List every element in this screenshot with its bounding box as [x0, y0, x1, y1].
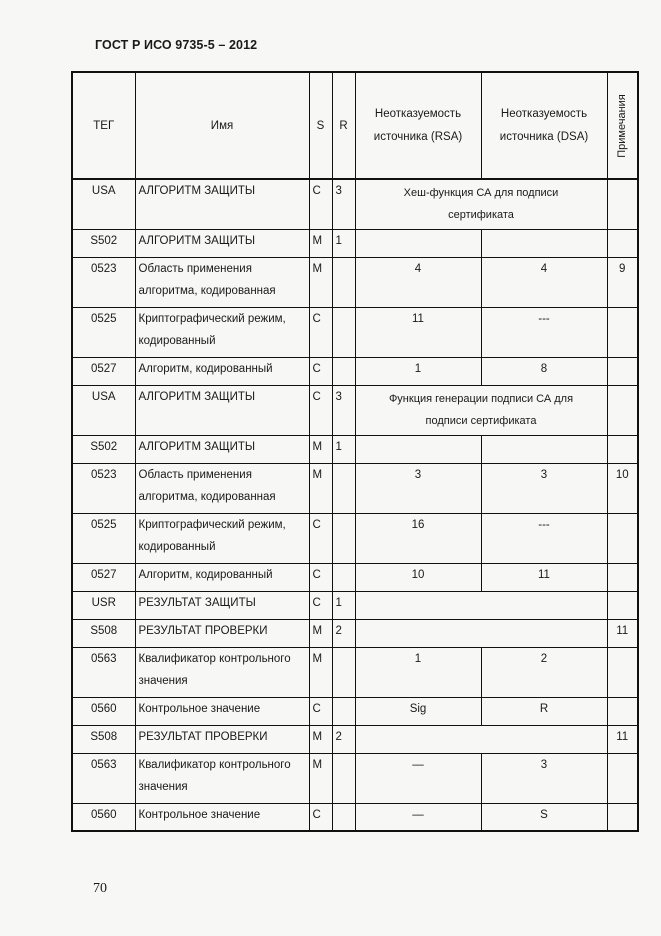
cell-tag: 0560 [72, 697, 135, 725]
cell-s: C [309, 385, 332, 435]
cell-dsa [481, 229, 607, 257]
col-name-header: Имя [135, 72, 309, 179]
header-row [72, 72, 638, 179]
cell-name: Область применения алгоритма, кодированная [135, 257, 309, 307]
col-dsa-header: Неотказуемость источника (DSA) [481, 72, 607, 179]
cell-tag: S508 [72, 619, 135, 647]
cell-s: M [309, 257, 332, 307]
cell-rsa: 1 [355, 647, 481, 697]
cell-name: Криптографический режим, кодированный [135, 513, 309, 563]
cell-description: Функция генерации подписи СА для подписи сертификата [355, 385, 607, 435]
table-row [72, 463, 638, 513]
cell-dsa: 3 [481, 753, 607, 803]
cell-tag: 0525 [72, 307, 135, 357]
cell-s: M [309, 725, 332, 753]
cell-s: C [309, 803, 332, 831]
table-row [72, 357, 638, 385]
cell-rsa: 3 [355, 463, 481, 513]
cell-note: 10 [607, 463, 638, 513]
cell-rsa: Sig [355, 697, 481, 725]
cell-name: АЛГОРИТМ ЗАЩИТЫ [135, 385, 309, 435]
cell-s: C [309, 179, 332, 229]
col-r-header: R [332, 72, 355, 179]
cell-name: Область применения алгоритма, кодированная [135, 463, 309, 513]
cell-name: Алгоритм, кодированный [135, 563, 309, 591]
cell-name: Контрольное значение [135, 803, 309, 831]
cell-name: РЕЗУЛЬТАТ ПРОВЕРКИ [135, 725, 309, 753]
cell-note [607, 591, 638, 619]
cell-r: 1 [332, 591, 355, 619]
cell-note [607, 229, 638, 257]
col-notes-label: Примечания [616, 93, 629, 158]
cell-empty-merged [355, 591, 607, 619]
cell-r [332, 463, 355, 513]
cell-rsa: 4 [355, 257, 481, 307]
cell-name: Квалификатор контрольного значения [135, 753, 309, 803]
cell-s: M [309, 647, 332, 697]
cell-empty-merged [355, 619, 607, 647]
cell-s: M [309, 619, 332, 647]
cell-rsa: 16 [355, 513, 481, 563]
cell-rsa: 10 [355, 563, 481, 591]
cell-tag: 0560 [72, 803, 135, 831]
cell-rsa [355, 229, 481, 257]
cell-note: 11 [607, 725, 638, 753]
cell-s: C [309, 563, 332, 591]
cell-r [332, 803, 355, 831]
cell-dsa: R [481, 697, 607, 725]
cell-tag: S508 [72, 725, 135, 753]
cell-s: M [309, 435, 332, 463]
table-row [72, 385, 638, 435]
cell-dsa: --- [481, 307, 607, 357]
cell-rsa: 1 [355, 357, 481, 385]
cell-r: 1 [332, 229, 355, 257]
cell-s: C [309, 697, 332, 725]
table-row [72, 619, 638, 647]
cell-name: АЛГОРИТМ ЗАЩИТЫ [135, 229, 309, 257]
cell-dsa: 4 [481, 257, 607, 307]
cell-note [607, 435, 638, 463]
cell-tag: 0563 [72, 753, 135, 803]
cell-note [607, 697, 638, 725]
table-row [72, 563, 638, 591]
cell-tag: USA [72, 385, 135, 435]
cell-name: АЛГОРИТМ ЗАЩИТЫ [135, 435, 309, 463]
cell-note [607, 513, 638, 563]
cell-r: 2 [332, 619, 355, 647]
cell-description: Хеш-функция СА для подписи сертификата [355, 179, 607, 229]
cell-name: АЛГОРИТМ ЗАЩИТЫ [135, 179, 309, 229]
cell-tag: 0523 [72, 463, 135, 513]
cell-dsa: 11 [481, 563, 607, 591]
cell-note [607, 307, 638, 357]
cell-note: 11 [607, 619, 638, 647]
cell-tag: 0523 [72, 257, 135, 307]
cell-r [332, 307, 355, 357]
table-row [72, 257, 638, 307]
cell-r: 3 [332, 385, 355, 435]
cell-note [607, 385, 638, 435]
cell-s: M [309, 463, 332, 513]
col-notes-header [607, 72, 638, 179]
cell-s: C [309, 357, 332, 385]
cell-name: Контрольное значение [135, 697, 309, 725]
cell-r [332, 257, 355, 307]
table-row [72, 435, 638, 463]
cell-rsa: — [355, 753, 481, 803]
cell-name: РЕЗУЛЬТАТ ЗАЩИТЫ [135, 591, 309, 619]
cell-rsa: 11 [355, 307, 481, 357]
table-row [72, 229, 638, 257]
cell-note [607, 803, 638, 831]
cell-dsa: 3 [481, 463, 607, 513]
cell-rsa [355, 435, 481, 463]
data-table [71, 71, 639, 832]
table-row [72, 647, 638, 697]
cell-note [607, 357, 638, 385]
cell-tag: USR [72, 591, 135, 619]
table-row [72, 591, 638, 619]
cell-r [332, 753, 355, 803]
cell-r [332, 513, 355, 563]
cell-r: 3 [332, 179, 355, 229]
cell-dsa: S [481, 803, 607, 831]
cell-r: 1 [332, 435, 355, 463]
cell-tag: 0527 [72, 563, 135, 591]
cell-name: Алгоритм, кодированный [135, 357, 309, 385]
col-tag-header: ТЕГ [72, 72, 135, 179]
cell-name: РЕЗУЛЬТАТ ПРОВЕРКИ [135, 619, 309, 647]
cell-rsa: — [355, 803, 481, 831]
table-row [72, 803, 638, 831]
table-row [72, 307, 638, 357]
cell-note [607, 753, 638, 803]
cell-tag: S502 [72, 435, 135, 463]
document-header: ГОСТ Р ИСО 9735-5 – 2012 [95, 38, 258, 52]
table-body [72, 179, 638, 831]
cell-tag: 0527 [72, 357, 135, 385]
table-row [72, 725, 638, 753]
cell-note [607, 179, 638, 229]
cell-r [332, 563, 355, 591]
table-row [72, 753, 638, 803]
cell-r: 2 [332, 725, 355, 753]
cell-dsa: 8 [481, 357, 607, 385]
table-row [72, 697, 638, 725]
cell-dsa: --- [481, 513, 607, 563]
cell-tag: 0525 [72, 513, 135, 563]
cell-note [607, 563, 638, 591]
col-rsa-header: Неотказуемость источника (RSA) [355, 72, 481, 179]
cell-s: C [309, 513, 332, 563]
cell-r [332, 697, 355, 725]
cell-empty-merged [355, 725, 607, 753]
cell-s: C [309, 307, 332, 357]
cell-dsa: 2 [481, 647, 607, 697]
cell-s: M [309, 229, 332, 257]
cell-note: 9 [607, 257, 638, 307]
cell-r [332, 357, 355, 385]
cell-tag: 0563 [72, 647, 135, 697]
table-row [72, 179, 638, 229]
cell-tag: USA [72, 179, 135, 229]
cell-note [607, 647, 638, 697]
cell-dsa [481, 435, 607, 463]
page-number: 70 [93, 881, 107, 896]
cell-r [332, 647, 355, 697]
cell-s: C [309, 591, 332, 619]
cell-name: Криптографический режим, кодированный [135, 307, 309, 357]
cell-s: M [309, 753, 332, 803]
col-s-header: S [309, 72, 332, 179]
cell-tag: S502 [72, 229, 135, 257]
cell-name: Квалификатор контрольного значения [135, 647, 309, 697]
table-row [72, 513, 638, 563]
